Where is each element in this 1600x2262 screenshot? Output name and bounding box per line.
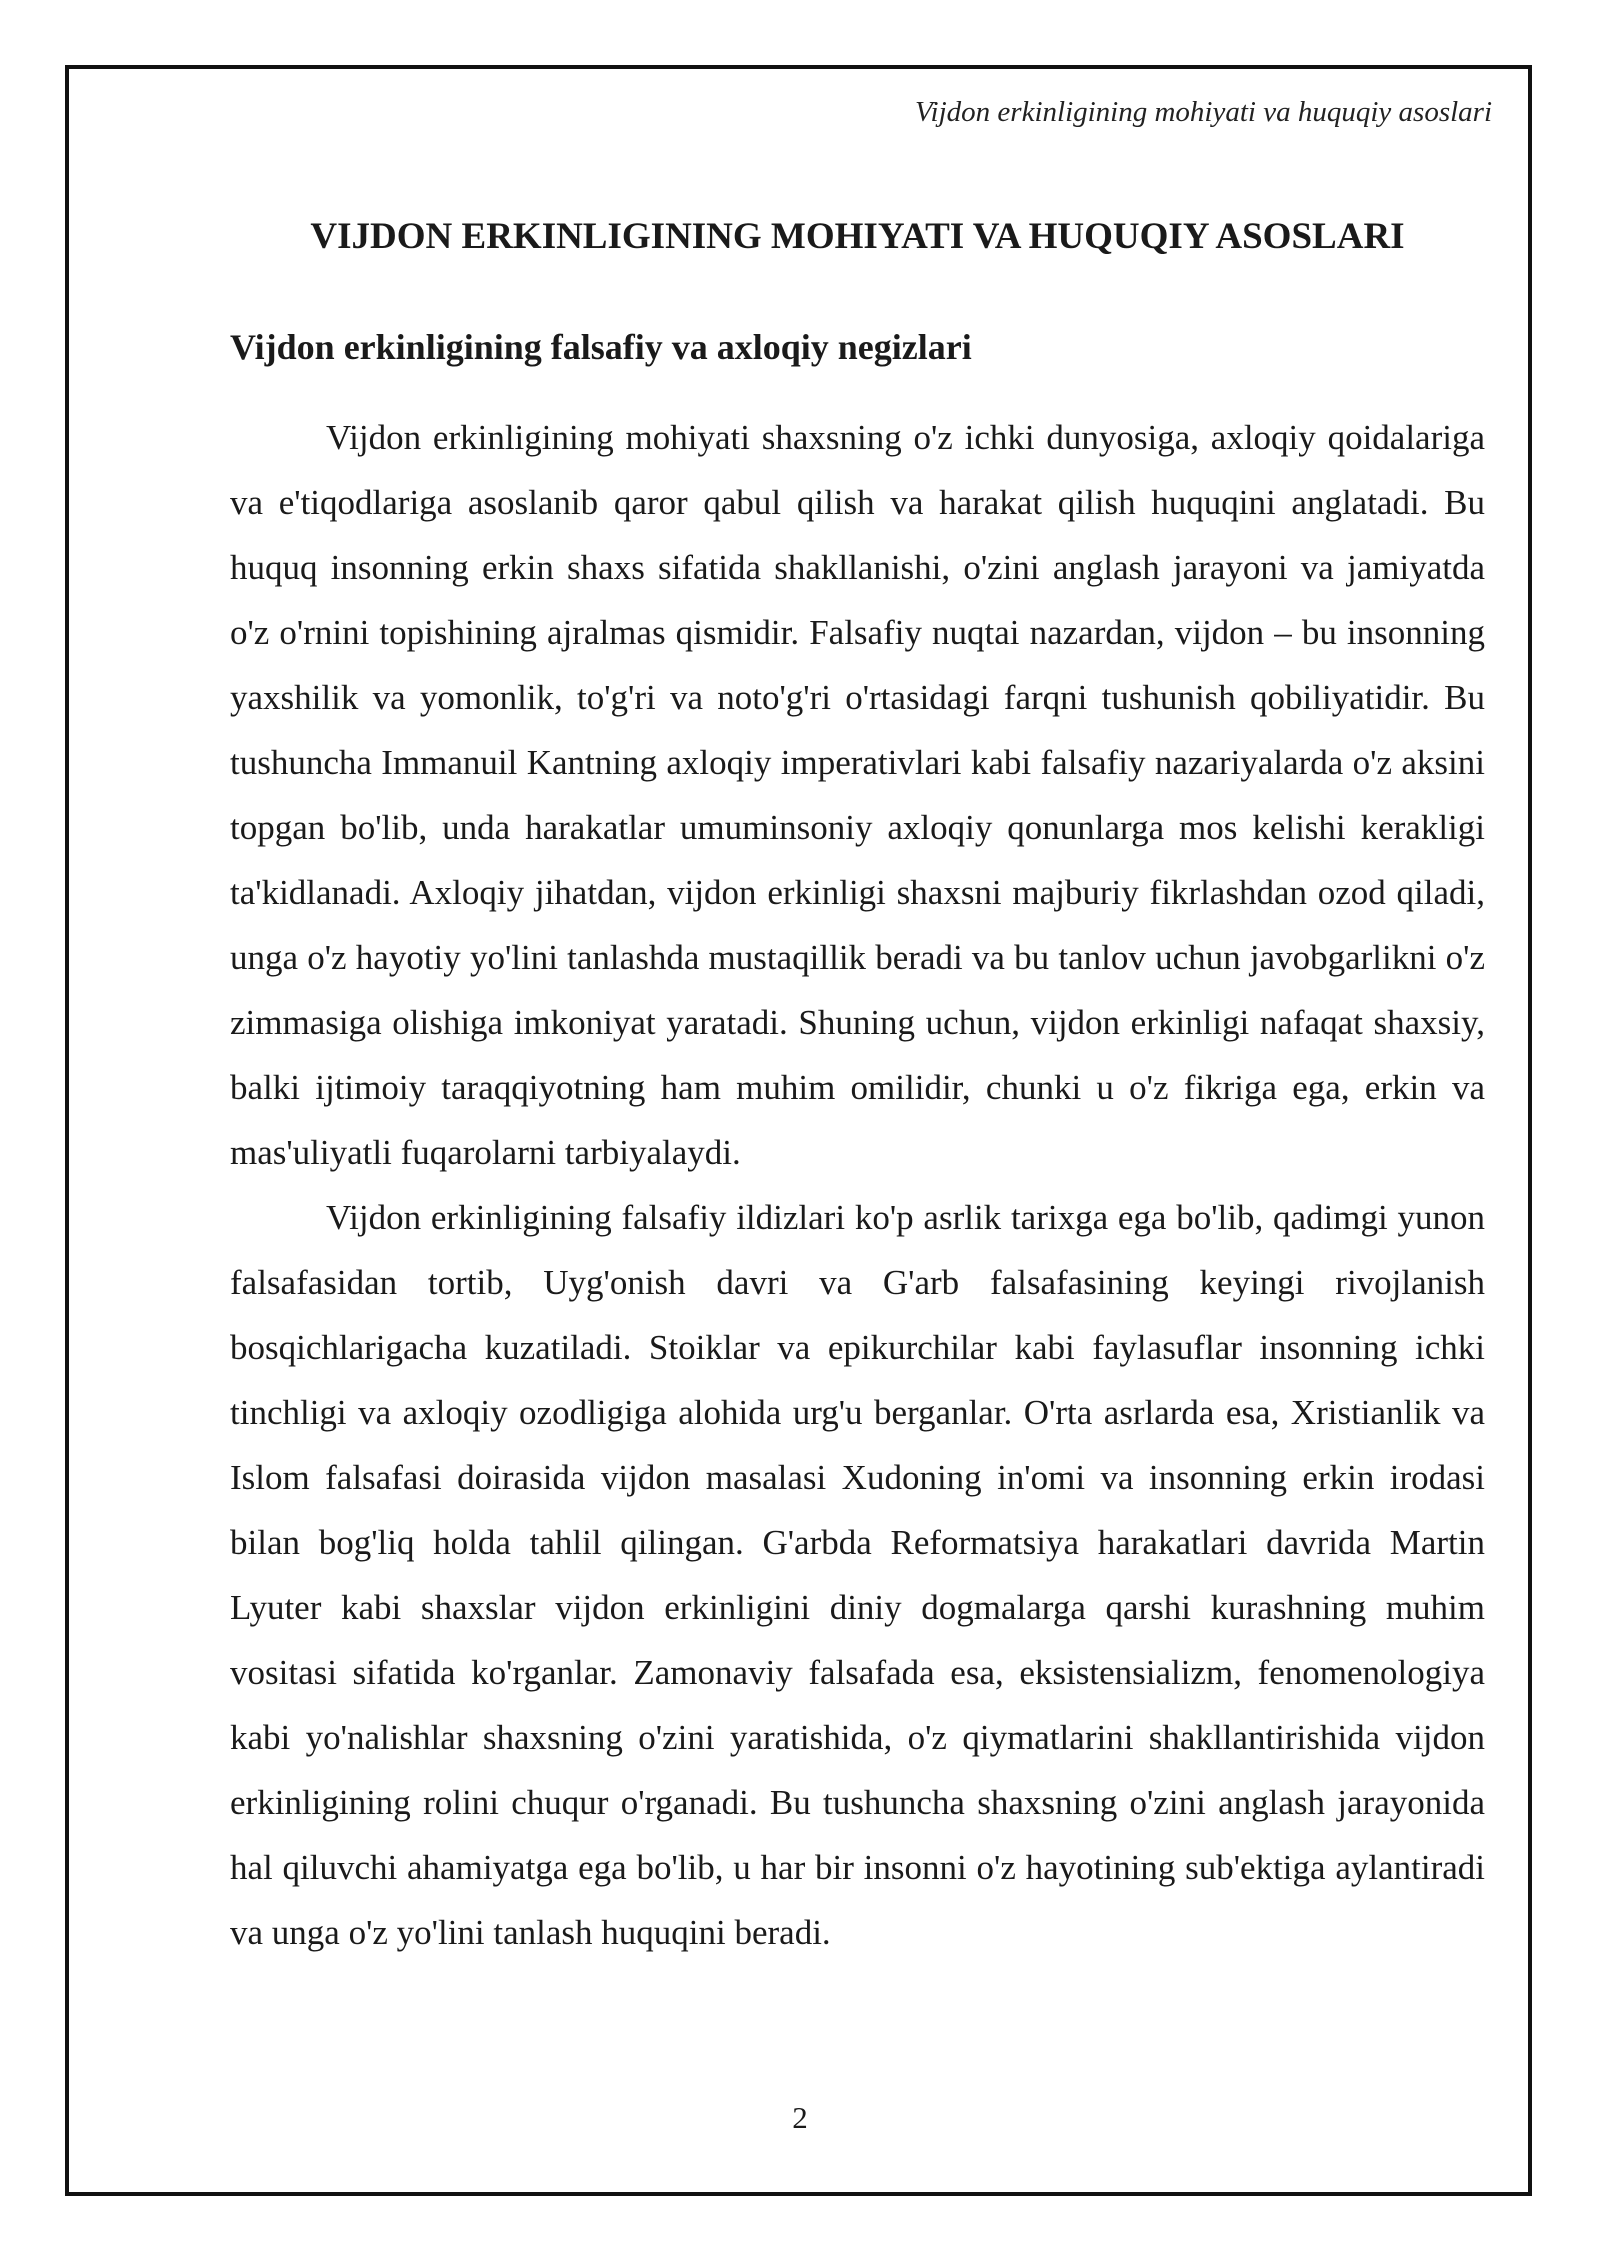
document-title: VIJDON ERKINLIGINING MOHIYATI VA HUQUQIY ASOSLARI — [310, 216, 1405, 257]
section-heading: Vijdon erkinligining falsafiy va axloqiy negizlari — [230, 327, 972, 367]
paragraph-2: Vijdon erkinligining falsafiy ildizlari ko'p asrlik tarixga ega bo'lib, qadimgi yunon falsafasidan tortib, Uyg'onish davri va G'arb falsafasining keyingi rivojlanish bosqichlarigacha kuzatiladi. Stoiklar va epikurchilar kabi faylasuflar insonning ichki tinchligi va axloqiy ozodligiga alohida urg'u berganlar. O'rta asrlarda esa, Xristianlik va Islom falsafasi doirasida vijdon masalasi Xudoning in'omi va insonning erkin irodasi bilan bog'liq holda tahlil qilingan. G'arbda Reformatsiya harakatlari davrida Martin Lyuter kabi shaxslar vijdon erkinligini diniy dogmalarga qarshi kurashning muhim vositasi sifatida ko'rganlar. Zamonaviy falsafada esa, eksistensializm, fenomenologiya kabi yo'nalishlar shaxsning o'zini yaratishida, o'z qiymatlarini shakllantirishida vijdon erkinligining rolini chuqur o'rganadi. Bu tushuncha shaxsning o'zini anglash jarayonida hal qiluvchi ahamiyatga ega bo'lib, u har bir insonni o'z hayotining sub'ektiga aylantiradi va unga o'z yo'lini tanlash huquqini beradi. — [230, 1198, 1485, 1952]
running-header: Vijdon erkinligining mohiyati va huquqiy asoslari — [915, 96, 1492, 128]
page-number: 2 — [792, 2100, 808, 2135]
paragraph-1: Vijdon erkinligining mohiyati shaxsning o'z ichki dunyosiga, axloqiy qoidalariga va e'tiqodlariga asoslanib qaror qabul qilish va harakat qilish huquqini anglatadi. Bu huquq insonning erkin shaxs sifatida shakllanishi, o'zini anglash jarayoni va jamiyatda o'z o'rnini topishining ajralmas qismidir. Falsafiy nuqtai nazardan, vijdon – bu insonning yaxshilik va yomonlik, to'g'ri va noto'g'ri o'rtasidagi farqni tushunish qobiliyatidir. Bu tushuncha Immanuil Kantning axloqiy imperativlari kabi falsafiy nazariyalarda o'z aksini topgan bo'lib, unda harakatlar umuminsoniy axloqiy qonunlarga mos kelishi kerakligi ta'kidlanadi. Axloqiy jihatdan, vijdon erkinligi shaxsni majburiy fikrlashdan ozod qiladi, unga o'z hayotiy yo'lini tanlashda mustaqillik beradi va bu tanlov uchun javobgarlikni o'z zimmasiga olishiga imkoniyat yaratadi. Shuning uchun, vijdon erkinligi nafaqat shaxsiy, balki ijtimoiy taraqqiyotning ham muhim omilidir, chunki u o'z fikriga ega, erkin va mas'uliyatli fuqarolarni tarbiyalaydi. — [230, 418, 1485, 1172]
body-text — [230, 405, 1485, 1965]
